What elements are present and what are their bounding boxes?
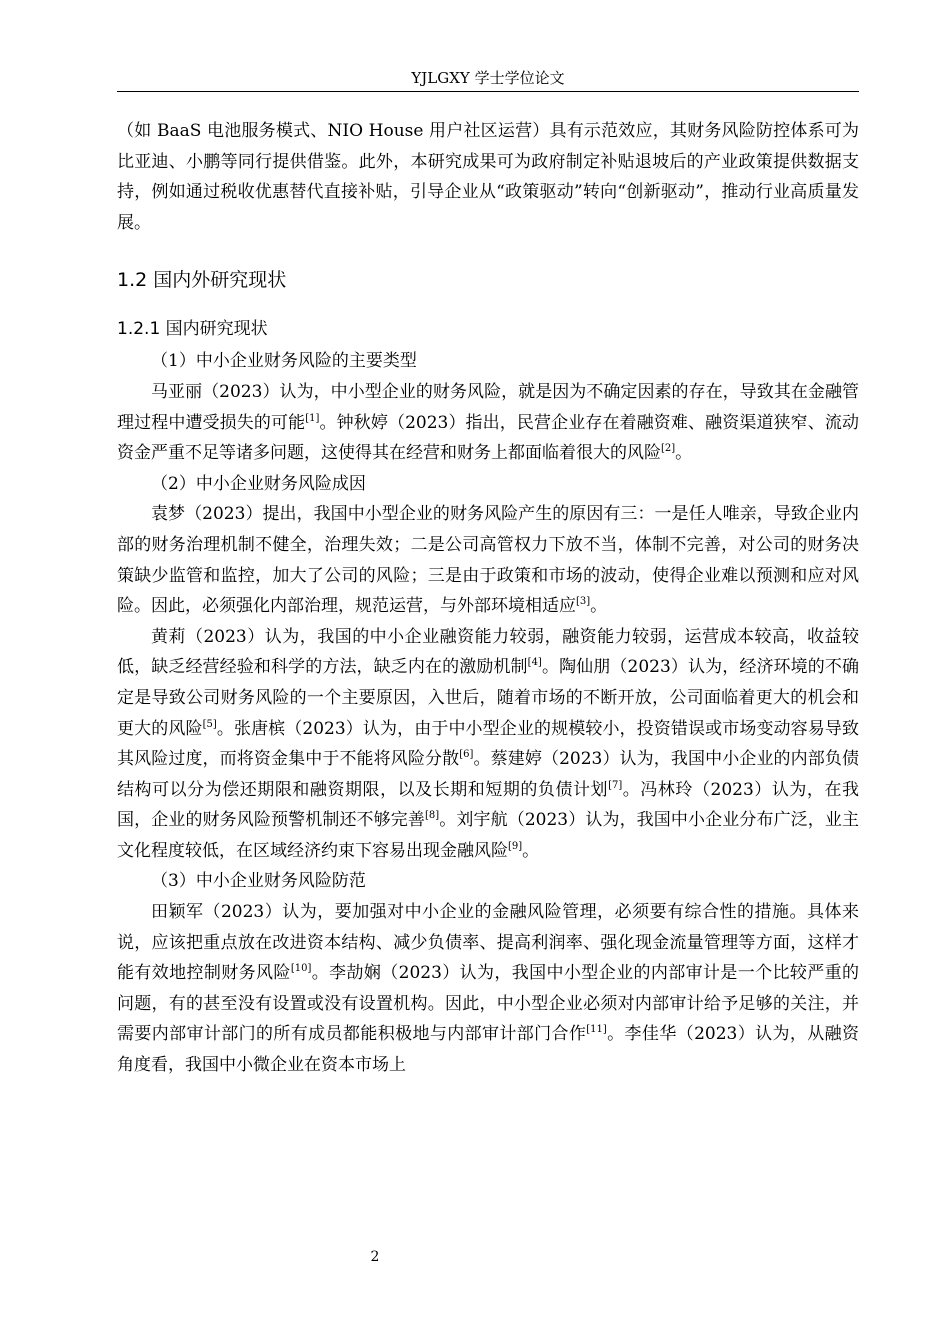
paragraph-text: 。李佳华（2023）认为，从融资角度看，我国中小微企业在资本市场上 [117,1024,860,1076]
citation-ref: [9] [508,840,523,852]
page-number: 2 [370,1249,380,1265]
paragraph-text: 袁梦（2023）提出，我国中小型企业的财务风险产生的原因有三：一是任人唯亲，导致企业内部的财务治理机制不健全，治理失效；二是公司高管权力下放不当，体制不完善，对公司的财务决策缺少监管和监控，加大了公司的风险；三是由于政策和市场的波动，使得企业难以预测和应对风险。因此，必须强化内部治理，规范运营，与外部环境相适应 [117,504,859,617]
item-heading-2: （2）中小企业财务风险成因 [151,473,366,494]
citation-ref: [6] [459,749,474,761]
paragraph-text: 。 [590,596,608,617]
paragraph-text: 黄莉（2023）认为，我国的中小企业融资能力较弱，融资能力较弱，运营成本较高，收益较低，缺乏经营经验和科学的方法，缺乏内在的激励机制 [117,626,859,678]
body-content [117,116,859,1081]
running-header: YJLGXY 学士学位论文 [411,69,565,87]
paragraph-text: 。 [675,443,693,464]
paragraph-text: 。 [522,840,540,861]
citation-ref: [3] [576,596,591,608]
paragraph-text: 。刘宇航（2023）认为，我国中小企业分布广泛，业主文化程度较低，在区域经济约束下容易出现金融风险 [117,810,860,861]
section-heading-1-2: 1.2 国内外研究现状 [117,269,287,292]
paragraph-text: 。张唐槟（2023）认为，由于中小型企业的规模较小，投资错误或市场变动容易导致其风险过度，而将资金集中于不能将风险分散 [117,718,860,770]
paragraph-text: 。李劼娴（2023）认为，我国中小型企业的内部审计是一个比较严重的问题，有的甚至没有设置或没有设置机构。因此，中小型企业必须对内部审计给予足够的关注，并需要内部审计部门的所有成员都能积极地与内部审计部门合作 [117,963,860,1045]
citation-ref: [8] [425,810,440,822]
citation-ref: [7] [608,779,623,791]
paragraph-risk-causes [117,499,859,621]
paragraph-continuation: （如 BaaS 电池服务模式、NIO House 用户社区运营）具有示范效应，其财务风险防控体系可为比亚迪、小鹏等同行提供借鉴。此外，本研究成果可为政府制定补贴退坡后的产业政策提供数据支持，例如通过税收优惠替代直接补贴，引导企业从“政策驱动”转向“创新驱动”，推动行业高质量发展。 [117,121,859,233]
citation-ref: [1] [305,412,320,424]
paragraph-text: 马亚丽（2023）认为，中小型企业的财务风险，就是因为不确定因素的存在，导致其在金融管理过程中遭受损失的可能 [117,381,859,433]
citation-ref: [4] [527,657,542,669]
item-heading-1: （1）中小企业财务风险的主要类型 [151,351,417,372]
paragraph-text: 。蔡建婷（2023）认为，我国中小企业的内部负债结构可以分为偿还期限和融资期限，以及长期和短期的负债计划 [117,749,860,800]
subsection-heading-1-2-1: 1.2.1 国内研究现状 [117,319,268,340]
citation-ref: [5] [202,718,217,730]
header-rule [117,91,859,92]
paragraph-risk-prevention [117,897,859,1081]
paragraph-risk-causes-more [117,622,859,867]
citation-ref: [10] [290,963,312,975]
citation-ref: [2] [661,443,676,455]
citation-ref: [11] [586,1024,607,1036]
paragraph-text: 田颖军（2023）认为，要加强对中小企业的金融风险管理，必须要有综合性的措施。具体来说，应该把重点放在改进资本结构、减少负债率、提高利润率、强化现金流量管理等方面，这样才能有效地控制财务风险 [117,902,859,984]
item-heading-3: （3）中小企业财务风险防范 [151,871,366,892]
paragraph-text: 。冯林玲（2023）认为，在我国，企业的财务风险预警机制还不够完善 [117,779,859,831]
paragraph-risk-types [117,377,859,469]
paragraph-text: 。钟秋婷（2023）指出，民营企业存在着融资难、融资渠道狭窄、流动资金严重不足等诸多问题，这使得其在经营和财务上都面临着很大的风险 [117,412,860,464]
paragraph-text: 。陶仙朋（2023）认为，经济环境的不确定是导致公司财务风险的一个主要原因，入世后，随着市场的不断开放，公司面临着更大的机会和更大的风险 [117,657,859,739]
